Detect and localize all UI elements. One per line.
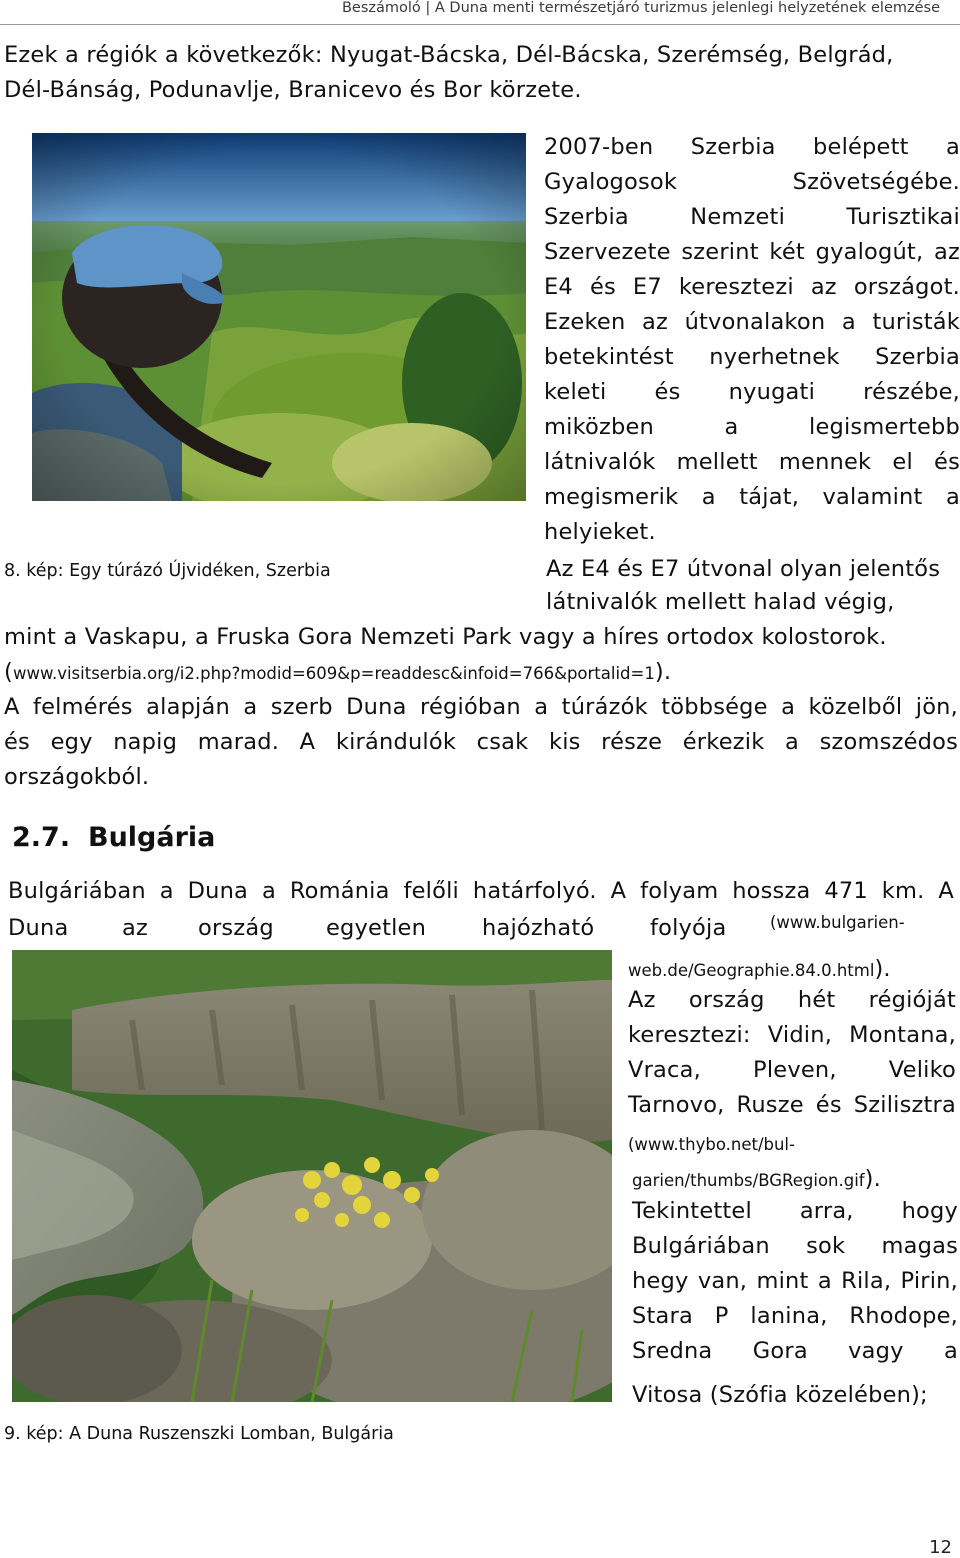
word: egyetlen [326,915,427,941]
thybo-source-b [632,1162,881,1197]
thybo-link-part-2[interactable]: garien/thumbs/BGRegion.gif [632,1171,865,1190]
bulgarien-link-part-1[interactable]: (www.bulgarien- [770,913,905,932]
regions-line: Tarnovo, Rusze és Szilisztra [628,1092,956,1118]
serbia-line: miközben a legismertebb [544,414,960,440]
thybo-source-a [628,1126,795,1161]
survey-line-1: A felmérés alapján a szerb Duna régióban a túrázók többsége a közelből jön, [4,694,958,720]
section-number: 2.7. [12,822,71,853]
word: Duna [8,915,69,941]
running-header: Beszámoló | A Duna menti természetjáró turizmus jelenlegi helyzetének elemzése [341,0,940,16]
hiker-photo [32,133,526,501]
serbia-line: látnivalók mellett mennek el és [544,449,960,475]
serbia-line: Szerbia Nemzeti Turisztikai [544,204,960,230]
survey-line-3: országokból. [4,764,150,790]
paren-close: ). [874,956,891,982]
bulgaria-line-1: Bulgáriában a Duna a Románia felőli határfolyó. A folyam hossza 471 km. A [8,878,954,904]
serbia-line: betekintést nyerhetnek Szerbia [544,344,960,370]
vitosa-line: Vitosa (Szófia közelében); [632,1382,928,1408]
paren-close: ). [864,1166,881,1192]
word: folyója [650,915,727,941]
danube-photo [12,950,612,1402]
serbia-line: E4 és E7 keresztezi az országot. [544,274,960,300]
word: ország [198,915,274,941]
attractions-line: mint a Vaskapu, a Fruska Gora Nemzeti Park vagy a híres ortodox kolostorok. [4,624,887,650]
mountains-column [632,1194,958,1369]
figure-9-caption: 9. kép: A Duna Ruszenszki Lomban, Bulgária [4,1424,394,1444]
section-title: Bulgária [88,822,216,853]
serbia-line: Szervezete szerint két gyalogút, az [544,239,960,265]
bulgarien-source-a [770,911,905,930]
regions-line: keresztezi: Vidin, Montana, [628,1022,956,1048]
serbia-line: helyieket. [544,519,656,545]
bulgaria-line-2 [8,911,954,945]
intro-line-1: Ezek a régiók a következők: Nyugat-Bácska, Dél-Bácska, Szerémség, Belgrád, [4,42,894,68]
serbia-line: keleti és nyugati részébe, [544,379,960,405]
thybo-link-part-1[interactable]: (www.thybo.net/bul- [628,1135,795,1154]
regions-column [628,983,956,1123]
visitserbia-source [4,655,671,690]
mountains-line: Tekintettel arra, hogy [632,1198,958,1224]
survey-line-2: és egy napig marad. A kirándulók csak kis része érkezik a szomszédos [4,729,958,755]
serbia-line: megismerik a tájat, valamint a [544,484,960,510]
serbia-line: Ezeken az útvonalakon a turisták [544,309,960,335]
page-number: 12 [929,1537,952,1558]
serbia-line: 2007-ben Szerbia belépett a [544,134,960,160]
bulgarien-link-part-2[interactable]: web.de/Geographie.84.0.html [628,961,875,980]
mountains-line: Sredna Gora vagy a [632,1338,958,1364]
mountains-line: Stara P lanina, Rhodope, [632,1303,958,1329]
bulgarien-source-b [628,952,891,987]
serbia-line: Gyalogosok Szövetségébe. [544,169,960,195]
regions-line: Vraca, Pleven, Veliko [628,1057,956,1083]
serbia-text-column [544,130,960,550]
e4-e7-line-2: látnivalók mellett halad végig, [546,589,895,615]
visitserbia-link[interactable]: www.visitserbia.org/i2.php?modid=609&p=readdesc&infoid=766&portalid=1 [12,664,655,683]
mountains-line: hegy van, mint a Rila, Pirin, [632,1268,958,1294]
figure-8-caption: 8. kép: Egy túrázó Újvidéken, Szerbia [4,561,331,581]
mountains-line: Bulgáriában sok magas [632,1233,958,1259]
word: az [122,915,148,941]
intro-line-2: Dél-Bánság, Podunavlje, Branicevo és Bor körzete. [4,77,582,103]
header-rule [0,24,960,25]
e4-e7-line-1: Az E4 és E7 útvonal olyan jelentős [546,556,941,582]
regions-line: Az ország hét régióját [628,987,956,1013]
paren-close: ). [654,659,672,685]
word: hajózható [482,915,595,941]
paren-open: ( [4,659,13,685]
